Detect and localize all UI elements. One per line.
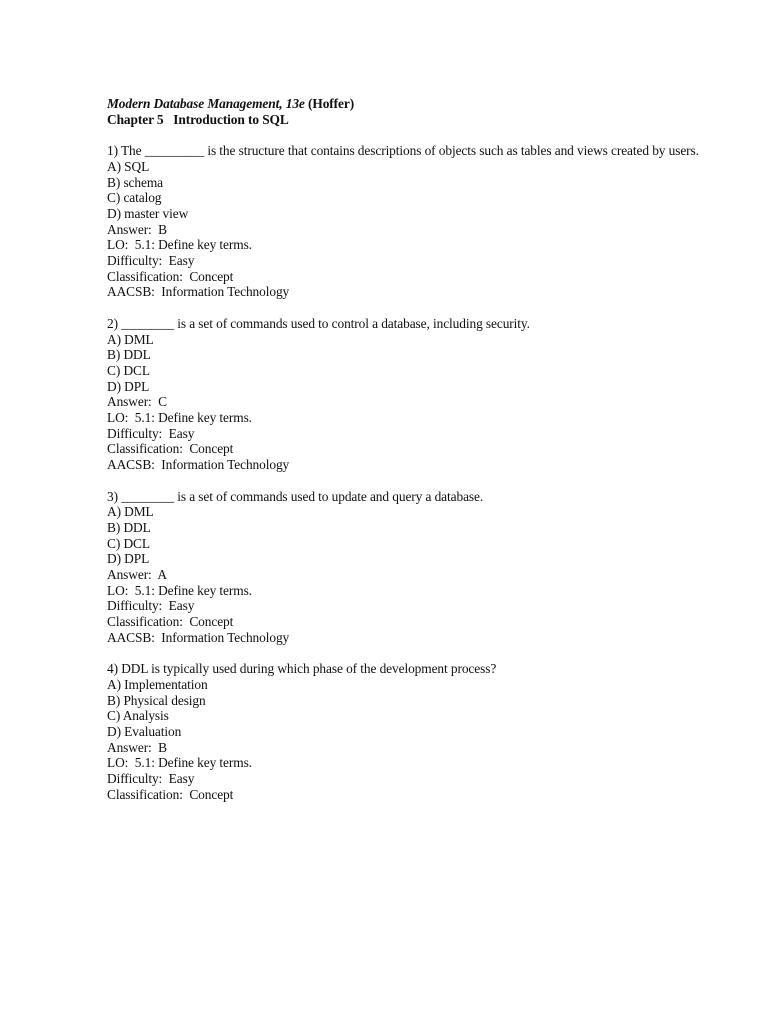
learning-objective: LO: 5.1: Define key terms. <box>107 237 252 253</box>
chapter-heading <box>107 112 707 128</box>
book-header <box>107 96 707 112</box>
answer: Answer: B <box>107 221 167 237</box>
option-c: C) DCL <box>107 362 150 378</box>
difficulty: Difficulty: Easy <box>107 253 195 269</box>
aacsb: AACSB: Information Technology <box>107 457 290 473</box>
question-1 <box>107 143 707 300</box>
difficulty: Difficulty: Easy <box>107 598 195 614</box>
answer: Answer: B <box>107 739 167 755</box>
classification: Classification: Concept <box>107 268 234 284</box>
answer: Answer: A <box>107 567 167 583</box>
aacsb: AACSB: Information Technology <box>107 284 290 300</box>
option-d: D) DPL <box>107 378 150 394</box>
learning-objective: LO: 5.1: Define key terms. <box>107 582 252 598</box>
chapter-title: Introduction to SQL <box>173 111 289 127</box>
learning-objective: LO: 5.1: Define key terms. <box>107 410 252 426</box>
aacsb: AACSB: Information Technology <box>107 629 290 645</box>
classification: Classification: Concept <box>107 614 234 630</box>
book-title: Modern Database Management, 13e <box>107 96 305 111</box>
learning-objective: LO: 5.1: Define key terms. <box>107 755 252 771</box>
classification: Classification: Concept <box>107 786 234 802</box>
option-a: A) SQL <box>107 158 150 174</box>
chapter-label: Chapter 5 <box>107 111 164 127</box>
option-a: A) DML <box>107 504 154 520</box>
option-d: D) DPL <box>107 551 150 567</box>
question-text: 4) DDL is typically used during which phase of the development process? <box>107 661 497 677</box>
option-b: B) DDL <box>107 347 151 363</box>
difficulty: Difficulty: Easy <box>107 425 195 441</box>
difficulty: Difficulty: Easy <box>107 771 195 787</box>
option-d: D) master view <box>107 205 189 221</box>
question-4 <box>107 661 707 802</box>
book-author: (Hoffer) <box>304 96 355 111</box>
question-text: 2) ________ is a set of commands used to control a database, including security. <box>107 315 530 331</box>
option-b: B) Physical design <box>107 692 206 708</box>
answer: Answer: C <box>107 394 167 410</box>
option-c: C) Analysis <box>107 708 169 724</box>
option-b: B) DDL <box>107 519 151 535</box>
option-a: A) Implementation <box>107 676 208 692</box>
option-b: B) schema <box>107 174 163 190</box>
document-page <box>107 96 707 803</box>
question-2 <box>107 316 707 473</box>
question-text: 3) ________ is a set of commands used to update and query a database. <box>107 488 484 504</box>
classification: Classification: Concept <box>107 441 234 457</box>
question-3 <box>107 489 707 646</box>
option-d: D) Evaluation <box>107 724 182 740</box>
option-a: A) DML <box>107 331 154 347</box>
option-c: C) DCL <box>107 535 150 551</box>
question-text: 1) The _________ is the structure that contains descriptions of objects such as tables and views created by users. <box>107 143 699 159</box>
option-c: C) catalog <box>107 190 162 206</box>
